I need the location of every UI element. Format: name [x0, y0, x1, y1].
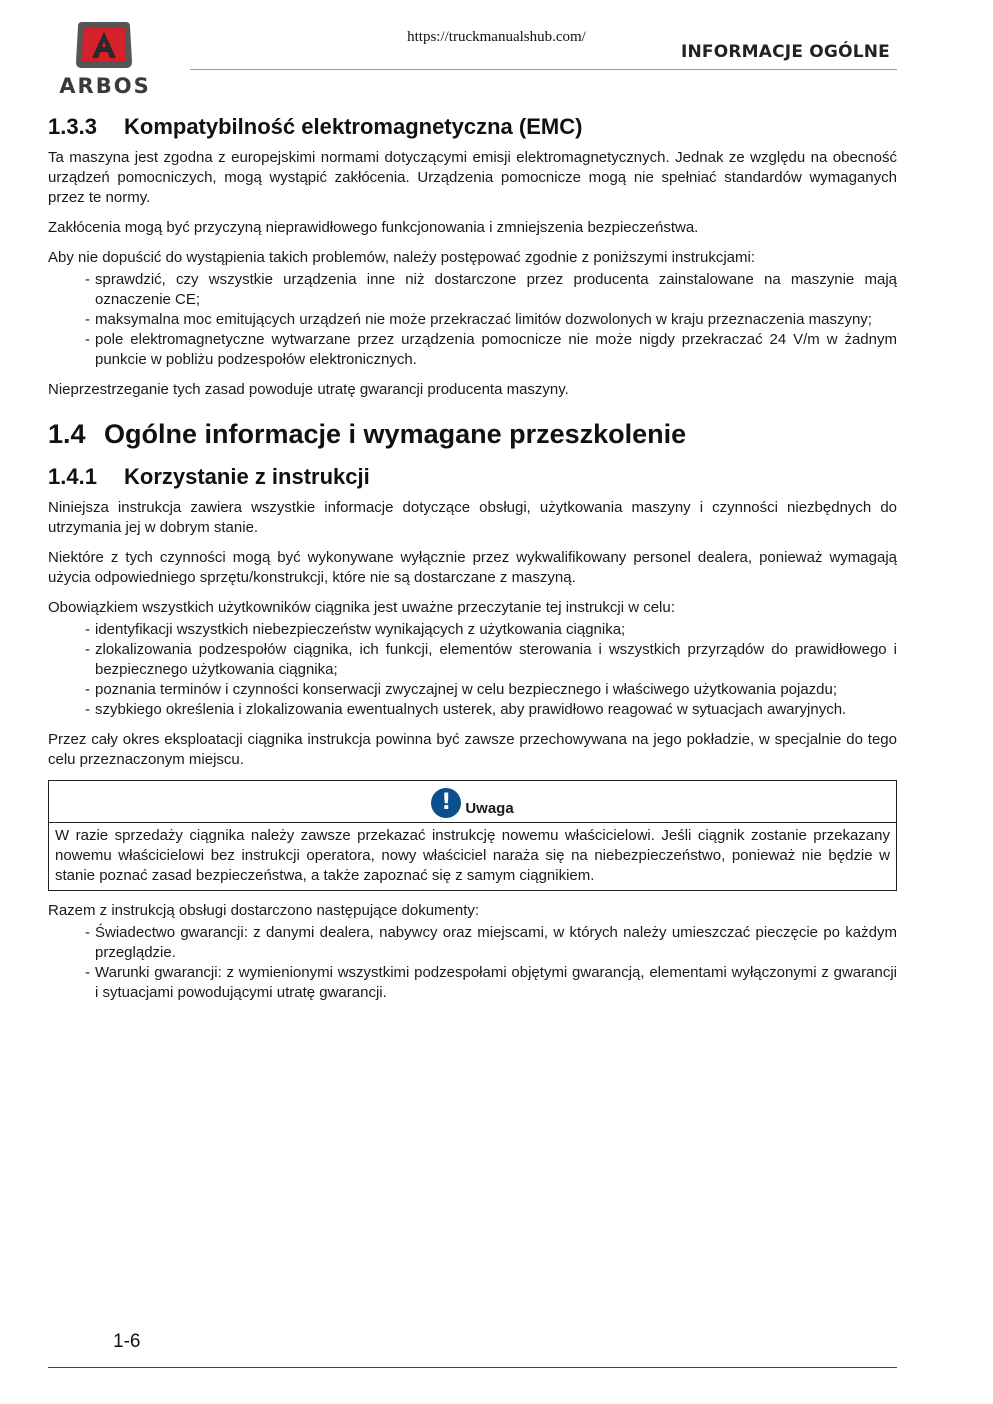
list-item: - pole elektromagnetyczne wytwarzane przez urządzenia pomocnicze nie może nigdy przekraczać 24 V/m w żadnym punkcie w pobliżu podzespołów elektronicznych.	[85, 330, 897, 370]
page-number: 1-6	[113, 1331, 141, 1352]
section-title: Ogólne informacje i wymagane przeszkolenie	[104, 419, 687, 449]
documents-list	[85, 923, 897, 1003]
page-content	[48, 112, 897, 1013]
footer-divider	[48, 1367, 897, 1368]
section-number: 1.4	[48, 419, 86, 449]
emc-instruction-list	[85, 270, 897, 370]
paragraph: Zakłócenia mogą być przyczyną nieprawidłowego funkcjonowania i zmniejszenia bezpieczeństwa.	[48, 219, 699, 236]
section-number: 1.3.3	[48, 114, 97, 139]
section-title: Kompatybilność elektromagnetyczna (EMC)	[124, 114, 583, 139]
paragraph: Przez cały okres eksploatacji ciągnika instrukcja powinna być zawsze przechowywana na jego pokładzie, w specjalnie do tego celu przeznaczonym miejscu.	[48, 731, 897, 768]
section-heading-1-3-3	[48, 112, 897, 142]
notice-text: W razie sprzedaży ciągnika należy zawsze przekazać instrukcję nowemu właścicielowi. Jeśli ciągnik zostanie przekazany nowemu właścicielowi bez instrukcji operatora, nowy właściciel naraża się na niebezpieczeństwo, ponieważ nie będzie w stanie poznać zasad bezpieczeństwa, a także zapoznać się z samym ciągnikiem.	[55, 827, 890, 884]
paragraph: Razem z instrukcją obsługi dostarczono następujące dokumenty:	[48, 902, 480, 919]
list-item: - identyfikacji wszystkich niebezpieczeństw wynikających z użytkowania ciągnika;	[85, 620, 897, 640]
paragraph: Nieprzestrzeganie tych zasad powoduje utratę gwarancji producenta maszyny.	[48, 381, 569, 398]
paragraph: Aby nie dopuścić do wystąpienia takich problemów, należy postępować zgodnie z poniższymi instrukcjami:	[48, 249, 756, 266]
header-section-title: INFORMACJE OGÓLNE	[680, 42, 890, 62]
paragraph: Niniejsza instrukcja zawiera wszystkie informacje dotyczące obsługi, użytkowania maszyny i czynności niezbędnych do utrzymania jej w dobrym stanie.	[48, 499, 897, 536]
section-title: Korzystanie z instrukcji	[124, 464, 370, 489]
section-number: 1.4.1	[48, 464, 97, 489]
list-item: - szybkiego określenia i zlokalizowania ewentualnych usterek, aby prawidłowo reagować w sytuacjach awaryjnych.	[85, 700, 897, 720]
reading-purpose-list	[85, 620, 897, 720]
list-item: - sprawdzić, czy wszystkie urządzenia inne niż dostarczone przez producenta zainstalowane na maszynie mają oznaczenie CE;	[85, 270, 897, 310]
logo-text: ARBOS	[59, 74, 151, 98]
paragraph: Ta maszyna jest zgodna z europejskimi normami dotyczącymi emisji elektromagnetycznych. Jednak ze względu na obecność urządzeń pomocniczych, mogą wystąpić zakłócenia. Urządzenia pomocnicze mogą nie spełniać standardów wymaganych przez te normy.	[48, 149, 897, 206]
section-heading-1-4	[48, 416, 897, 452]
exclamation-icon: !	[431, 788, 461, 818]
header-divider	[190, 69, 897, 70]
notice-box	[48, 780, 897, 891]
list-item: - zlokalizowania podzespołów ciągnika, ich funkcji, elementów sterowania i wszystkich przyrządów do prawidłowego i bezpiecznego użytkowania ciągnika;	[85, 640, 897, 680]
list-item: - poznania terminów i czynności konserwacji zwyczajnej w celu bezpiecznego i właściwego użytkowania pojazdu;	[85, 680, 897, 700]
list-item: - Świadectwo gwarancji: z danymi dealera, nabywcy oraz miejscami, w których należy umieszczać pieczęcie po każdym przeglądzie.	[85, 923, 897, 963]
paragraph: Niektóre z tych czynności mogą być wykonywane wyłącznie przez wykwalifikowany personel dealera, ponieważ wymagają użycia odpowiedniego sprzętu/konstrukcji, które nie są dostarczane z maszyną.	[48, 549, 897, 586]
notice-title: Uwaga	[465, 800, 514, 817]
list-item: - maksymalna moc emitujących urządzeń nie może przekraczać limitów dozwolonych w kraju przeznaczenia maszyny;	[85, 310, 897, 330]
paragraph: Obowiązkiem wszystkich użytkowników ciągnika jest uważne przeczytanie tej instrukcji w celu:	[48, 599, 675, 616]
section-heading-1-4-1	[48, 462, 897, 492]
list-item: - Warunki gwarancji: z wymienionymi wszystkimi podzespołami objętymi gwarancją, elementami wyłączonymi z gwarancji i sytuacjami powodującymi utratę gwarancji.	[85, 963, 897, 1003]
header-url: https://truckmanualshub.com/	[407, 29, 586, 45]
notice-header	[49, 781, 896, 823]
